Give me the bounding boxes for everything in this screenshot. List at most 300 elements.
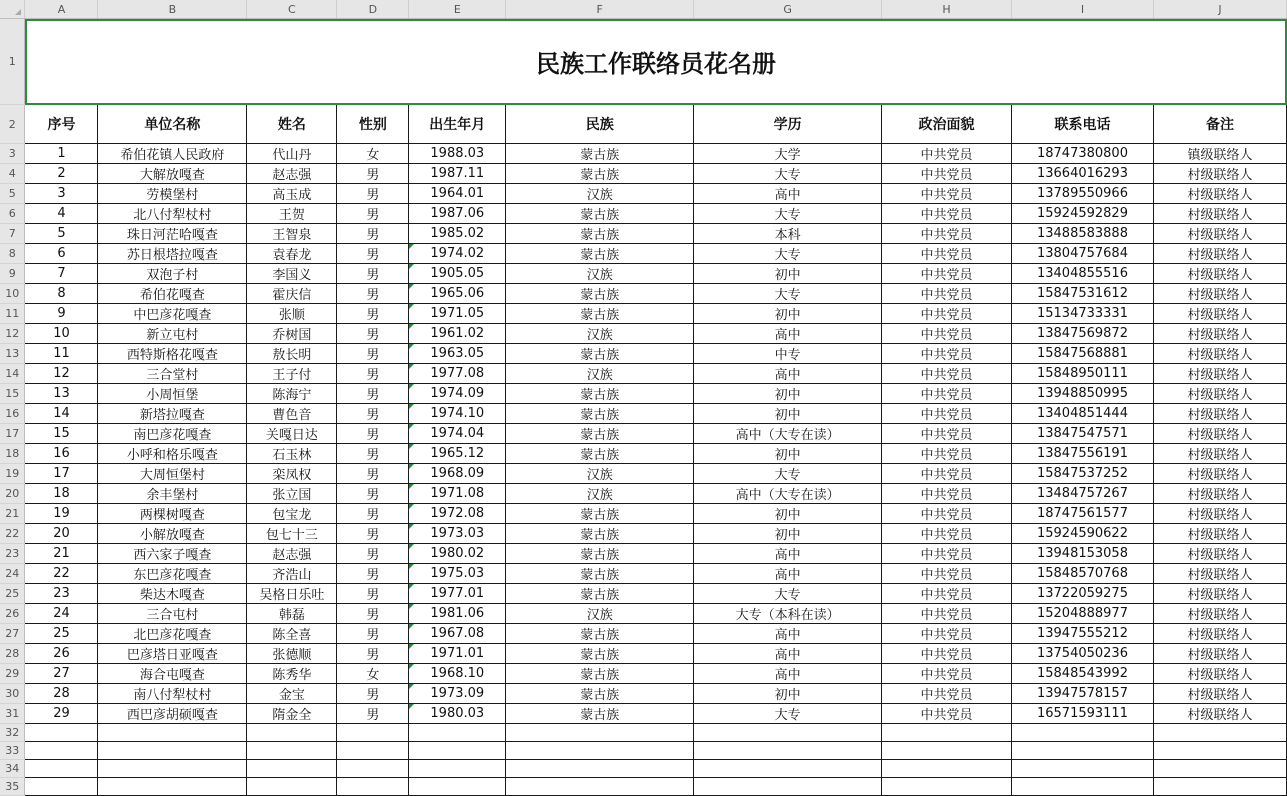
table-cell[interactable]: 7 xyxy=(25,264,98,284)
column-header-d[interactable]: D xyxy=(337,0,409,19)
empty-cell[interactable] xyxy=(1012,778,1154,796)
table-cell[interactable] xyxy=(409,224,506,244)
table-cell[interactable]: 陈全喜 xyxy=(247,624,337,644)
table-cell[interactable]: 村级联络人 xyxy=(1153,704,1286,724)
table-cell[interactable]: 高中 xyxy=(694,324,882,344)
table-cell[interactable]: 中共党员 xyxy=(882,204,1012,224)
empty-cell[interactable] xyxy=(1153,760,1286,778)
empty-cell[interactable] xyxy=(337,742,409,760)
table-cell[interactable]: 15847537252 xyxy=(1012,464,1154,484)
empty-cell[interactable] xyxy=(1012,724,1154,742)
table-cell[interactable]: 男 xyxy=(337,684,409,704)
table-cell[interactable]: 两棵树嘎查 xyxy=(98,504,247,524)
table-cell[interactable]: 汉族 xyxy=(506,364,694,384)
table-cell[interactable]: 男 xyxy=(337,344,409,364)
table-cell[interactable]: 陈海宁 xyxy=(247,384,337,404)
table-cell[interactable]: 村级联络人 xyxy=(1153,184,1286,204)
empty-cell[interactable] xyxy=(882,724,1012,742)
table-cell[interactable]: 蒙古族 xyxy=(506,504,694,524)
row-header[interactable]: 16 xyxy=(0,404,25,424)
table-cell[interactable]: 海合屯嘎查 xyxy=(98,664,247,684)
row-header[interactable]: 10 xyxy=(0,284,25,304)
table-cell[interactable]: 初中 xyxy=(694,684,882,704)
table-cell[interactable]: 18747380800 xyxy=(1012,144,1154,164)
table-cell[interactable]: 大专 xyxy=(694,244,882,264)
table-cell[interactable]: 初中 xyxy=(694,524,882,544)
table-cell[interactable] xyxy=(409,404,506,424)
table-cell[interactable]: 中共党员 xyxy=(882,164,1012,184)
table-cell[interactable] xyxy=(409,464,506,484)
table-cell[interactable]: 金宝 xyxy=(247,684,337,704)
table-cell[interactable]: 26 xyxy=(25,644,98,664)
empty-cell[interactable] xyxy=(1012,760,1154,778)
table-cell[interactable]: 蒙古族 xyxy=(506,284,694,304)
row-header[interactable]: 11 xyxy=(0,304,25,324)
table-cell[interactable]: 村级联络人 xyxy=(1153,684,1286,704)
table-cell[interactable] xyxy=(409,304,506,324)
table-cell[interactable]: 柴达木嘎查 xyxy=(98,584,247,604)
table-cell[interactable]: 15204888977 xyxy=(1012,604,1154,624)
table-cell[interactable]: 汉族 xyxy=(506,264,694,284)
table-cell[interactable]: 蒙古族 xyxy=(506,424,694,444)
table-cell[interactable]: 蒙古族 xyxy=(506,704,694,724)
table-cell[interactable]: 13754050236 xyxy=(1012,644,1154,664)
column-title[interactable]: 民族 xyxy=(506,105,694,144)
table-cell[interactable]: 男 xyxy=(337,284,409,304)
empty-cell[interactable] xyxy=(337,778,409,796)
table-cell[interactable]: 蒙古族 xyxy=(506,144,694,164)
table-cell[interactable]: 大专 xyxy=(694,284,882,304)
table-cell[interactable]: 村级联络人 xyxy=(1153,564,1286,584)
table-cell[interactable]: 珠日河茫哈嘎查 xyxy=(98,224,247,244)
table-cell[interactable]: 中共党员 xyxy=(882,524,1012,544)
table-cell[interactable]: 中共党员 xyxy=(882,244,1012,264)
table-cell[interactable]: 高中 xyxy=(694,564,882,584)
table-cell[interactable]: 23 xyxy=(25,584,98,604)
empty-cell[interactable] xyxy=(25,742,98,760)
column-title[interactable]: 备注 xyxy=(1153,105,1286,144)
table-cell[interactable]: 蒙古族 xyxy=(506,244,694,264)
table-cell[interactable]: 中共党员 xyxy=(882,184,1012,204)
table-cell[interactable]: 女 xyxy=(337,144,409,164)
empty-cell[interactable] xyxy=(506,742,694,760)
table-cell[interactable]: 村级联络人 xyxy=(1153,444,1286,464)
table-cell[interactable]: 16 xyxy=(25,444,98,464)
column-header-c[interactable]: C xyxy=(247,0,337,19)
table-cell[interactable]: 8 xyxy=(25,284,98,304)
table-cell[interactable]: 高中 xyxy=(694,364,882,384)
table-cell[interactable]: 13947555212 xyxy=(1012,624,1154,644)
empty-cell[interactable] xyxy=(1153,742,1286,760)
empty-cell[interactable] xyxy=(247,778,337,796)
row-header[interactable]: 6 xyxy=(0,204,25,224)
table-cell[interactable]: 28 xyxy=(25,684,98,704)
table-cell[interactable]: 希伯花嘎查 xyxy=(98,284,247,304)
table-cell[interactable]: 20 xyxy=(25,524,98,544)
empty-cell[interactable] xyxy=(98,760,247,778)
table-cell[interactable]: 东巴彦花嘎查 xyxy=(98,564,247,584)
table-cell[interactable]: 包七十三 xyxy=(247,524,337,544)
table-cell[interactable]: 初中 xyxy=(694,504,882,524)
table-cell[interactable]: 新塔拉嘎查 xyxy=(98,404,247,424)
empty-cell[interactable] xyxy=(409,742,506,760)
table-cell[interactable]: 男 xyxy=(337,324,409,344)
table-cell[interactable]: 13847547571 xyxy=(1012,424,1154,444)
row-header-1[interactable]: 1 xyxy=(0,19,25,105)
table-cell[interactable]: 18747561577 xyxy=(1012,504,1154,524)
table-cell[interactable]: 4 xyxy=(25,204,98,224)
table-cell[interactable]: 村级联络人 xyxy=(1153,224,1286,244)
empty-cell[interactable] xyxy=(694,778,882,796)
table-cell[interactable]: 男 xyxy=(337,644,409,664)
table-cell[interactable]: 韩磊 xyxy=(247,604,337,624)
column-title[interactable]: 联系电话 xyxy=(1012,105,1154,144)
table-cell[interactable]: 初中 xyxy=(694,304,882,324)
table-cell[interactable]: 男 xyxy=(337,544,409,564)
table-cell[interactable]: 男 xyxy=(337,564,409,584)
table-cell[interactable]: 村级联络人 xyxy=(1153,324,1286,344)
table-cell[interactable]: 男 xyxy=(337,164,409,184)
table-cell[interactable]: 村级联络人 xyxy=(1153,344,1286,364)
table-cell[interactable]: 蒙古族 xyxy=(506,344,694,364)
empty-cell[interactable] xyxy=(25,760,98,778)
table-cell[interactable]: 中共党员 xyxy=(882,284,1012,304)
table-cell[interactable]: 高中 xyxy=(694,544,882,564)
empty-cell[interactable] xyxy=(1012,742,1154,760)
table-cell[interactable]: 汉族 xyxy=(506,184,694,204)
table-cell[interactable]: 汉族 xyxy=(506,464,694,484)
empty-cell[interactable] xyxy=(98,778,247,796)
table-cell[interactable]: 男 xyxy=(337,384,409,404)
table-cell[interactable]: 村级联络人 xyxy=(1153,604,1286,624)
table-cell[interactable]: 赵志强 xyxy=(247,164,337,184)
table-cell[interactable]: 13722059275 xyxy=(1012,584,1154,604)
empty-cell[interactable] xyxy=(694,760,882,778)
row-header[interactable]: 30 xyxy=(0,684,25,704)
table-cell[interactable]: 13404851444 xyxy=(1012,404,1154,424)
table-cell[interactable]: 10 xyxy=(25,324,98,344)
table-cell[interactable]: 赵志强 xyxy=(247,544,337,564)
empty-cell[interactable] xyxy=(247,760,337,778)
table-cell[interactable]: 13 xyxy=(25,384,98,404)
row-header[interactable]: 15 xyxy=(0,384,25,404)
table-cell[interactable]: 西特斯格花嘎查 xyxy=(98,344,247,364)
empty-cell[interactable] xyxy=(1153,724,1286,742)
table-cell[interactable]: 6 xyxy=(25,244,98,264)
table-cell[interactable]: 村级联络人 xyxy=(1153,384,1286,404)
column-title[interactable]: 性别 xyxy=(337,105,409,144)
table-cell[interactable]: 21 xyxy=(25,544,98,564)
table-cell[interactable]: 村级联络人 xyxy=(1153,244,1286,264)
table-cell[interactable]: 中共党员 xyxy=(882,624,1012,644)
table-cell[interactable]: 张立国 xyxy=(247,484,337,504)
empty-cell[interactable] xyxy=(882,742,1012,760)
table-cell[interactable]: 12 xyxy=(25,364,98,384)
row-header[interactable]: 31 xyxy=(0,704,25,724)
table-cell[interactable] xyxy=(409,564,506,584)
row-header[interactable]: 5 xyxy=(0,184,25,204)
table-cell[interactable]: 男 xyxy=(337,524,409,544)
column-title[interactable]: 出生年月 xyxy=(409,105,506,144)
empty-cell[interactable] xyxy=(98,742,247,760)
column-header-g[interactable]: G xyxy=(694,0,882,19)
table-cell[interactable]: 中共党员 xyxy=(882,704,1012,724)
empty-cell[interactable] xyxy=(409,778,506,796)
table-cell[interactable]: 大学 xyxy=(694,144,882,164)
table-cell[interactable]: 13488583888 xyxy=(1012,224,1154,244)
table-cell[interactable] xyxy=(409,504,506,524)
table-cell[interactable] xyxy=(409,284,506,304)
table-cell[interactable]: 汉族 xyxy=(506,324,694,344)
table-cell[interactable]: 中共党员 xyxy=(882,604,1012,624)
table-cell[interactable] xyxy=(409,244,506,264)
empty-cell[interactable] xyxy=(337,724,409,742)
table-cell[interactable]: 中共党员 xyxy=(882,424,1012,444)
table-cell[interactable]: 女 xyxy=(337,664,409,684)
table-cell[interactable] xyxy=(409,484,506,504)
table-cell[interactable]: 三合堂村 xyxy=(98,364,247,384)
table-cell[interactable]: 代山丹 xyxy=(247,144,337,164)
table-cell[interactable]: 蒙古族 xyxy=(506,444,694,464)
table-cell[interactable]: 中共党员 xyxy=(882,544,1012,564)
table-cell[interactable]: 蒙古族 xyxy=(506,644,694,664)
table-cell[interactable]: 大周恒堡村 xyxy=(98,464,247,484)
table-cell[interactable]: 村级联络人 xyxy=(1153,504,1286,524)
table-cell[interactable]: 中共党员 xyxy=(882,364,1012,384)
row-header[interactable]: 4 xyxy=(0,164,25,184)
table-cell[interactable]: 男 xyxy=(337,464,409,484)
column-header-f[interactable]: F xyxy=(506,0,694,19)
table-cell[interactable]: 男 xyxy=(337,304,409,324)
table-cell[interactable]: 齐浩山 xyxy=(247,564,337,584)
table-cell[interactable]: 村级联络人 xyxy=(1153,284,1286,304)
column-title[interactable]: 姓名 xyxy=(247,105,337,144)
table-cell[interactable]: 汉族 xyxy=(506,484,694,504)
column-title[interactable]: 政治面貌 xyxy=(882,105,1012,144)
table-cell[interactable]: 9 xyxy=(25,304,98,324)
table-cell[interactable] xyxy=(409,604,506,624)
table-cell[interactable]: 13847569872 xyxy=(1012,324,1154,344)
column-title[interactable]: 学历 xyxy=(694,105,882,144)
row-header[interactable]: 27 xyxy=(0,624,25,644)
table-cell[interactable]: 村级联络人 xyxy=(1153,424,1286,444)
table-cell[interactable]: 中共党员 xyxy=(882,684,1012,704)
table-cell[interactable]: 蒙古族 xyxy=(506,224,694,244)
table-cell[interactable] xyxy=(409,324,506,344)
row-header[interactable]: 20 xyxy=(0,484,25,504)
table-cell[interactable]: 高玉成 xyxy=(247,184,337,204)
table-cell[interactable]: 大专 xyxy=(694,164,882,184)
row-header[interactable]: 17 xyxy=(0,424,25,444)
table-cell[interactable]: 中共党员 xyxy=(882,344,1012,364)
table-cell[interactable]: 15848570768 xyxy=(1012,564,1154,584)
table-cell[interactable] xyxy=(409,264,506,284)
table-cell[interactable]: 13948850995 xyxy=(1012,384,1154,404)
table-cell[interactable]: 蒙古族 xyxy=(506,664,694,684)
sheet-title[interactable]: 民族工作联络员花名册 xyxy=(25,19,1287,105)
table-cell[interactable] xyxy=(409,364,506,384)
select-all-corner[interactable] xyxy=(0,0,25,19)
table-cell[interactable] xyxy=(409,644,506,664)
table-cell[interactable]: 初中 xyxy=(694,384,882,404)
table-cell[interactable]: 24 xyxy=(25,604,98,624)
table-cell[interactable]: 村级联络人 xyxy=(1153,644,1286,664)
table-cell[interactable]: 11 xyxy=(25,344,98,364)
empty-cell[interactable] xyxy=(694,724,882,742)
table-cell[interactable]: 1 xyxy=(25,144,98,164)
table-cell[interactable]: 蒙古族 xyxy=(506,624,694,644)
table-cell[interactable]: 石玉林 xyxy=(247,444,337,464)
table-cell[interactable]: 蒙古族 xyxy=(506,584,694,604)
table-cell[interactable]: 高中 xyxy=(694,644,882,664)
empty-cell[interactable] xyxy=(506,778,694,796)
table-cell[interactable]: 中共党员 xyxy=(882,224,1012,244)
table-cell[interactable]: 15848543992 xyxy=(1012,664,1154,684)
table-cell[interactable]: 19 xyxy=(25,504,98,524)
row-header[interactable]: 19 xyxy=(0,464,25,484)
table-cell[interactable]: 新立屯村 xyxy=(98,324,247,344)
empty-cell[interactable] xyxy=(506,760,694,778)
table-cell[interactable]: 中共党员 xyxy=(882,584,1012,604)
table-cell[interactable]: 镇级联络人 xyxy=(1153,144,1286,164)
table-cell[interactable]: 村级联络人 xyxy=(1153,204,1286,224)
table-cell[interactable]: 13804757684 xyxy=(1012,244,1154,264)
table-cell[interactable] xyxy=(409,424,506,444)
row-header[interactable]: 26 xyxy=(0,604,25,624)
table-cell[interactable]: 3 xyxy=(25,184,98,204)
table-cell[interactable]: 中共党员 xyxy=(882,504,1012,524)
column-header-j[interactable]: J xyxy=(1153,0,1286,19)
table-cell[interactable]: 男 xyxy=(337,184,409,204)
table-cell[interactable]: 汉族 xyxy=(506,604,694,624)
table-cell[interactable] xyxy=(409,144,506,164)
table-cell[interactable]: 村级联络人 xyxy=(1153,404,1286,424)
table-cell[interactable]: 曹色音 xyxy=(247,404,337,424)
table-cell[interactable]: 包宝龙 xyxy=(247,504,337,524)
table-cell[interactable]: 村级联络人 xyxy=(1153,304,1286,324)
table-cell[interactable]: 村级联络人 xyxy=(1153,544,1286,564)
table-cell[interactable]: 男 xyxy=(337,704,409,724)
table-cell[interactable]: 中共党员 xyxy=(882,404,1012,424)
row-header[interactable]: 24 xyxy=(0,564,25,584)
column-header-h[interactable]: H xyxy=(882,0,1012,19)
table-cell[interactable]: 村级联络人 xyxy=(1153,664,1286,684)
table-cell[interactable]: 三合屯村 xyxy=(98,604,247,624)
table-cell[interactable] xyxy=(409,204,506,224)
table-cell[interactable]: 南巴彦花嘎查 xyxy=(98,424,247,444)
table-cell[interactable]: 蒙古族 xyxy=(506,524,694,544)
table-cell[interactable]: 男 xyxy=(337,444,409,464)
row-header[interactable]: 23 xyxy=(0,544,25,564)
table-cell[interactable]: 大专 xyxy=(694,204,882,224)
table-cell[interactable]: 张德顺 xyxy=(247,644,337,664)
table-cell[interactable]: 男 xyxy=(337,264,409,284)
table-cell[interactable]: 中巴彦花嘎查 xyxy=(98,304,247,324)
table-cell[interactable]: 劳模堡村 xyxy=(98,184,247,204)
table-cell[interactable]: 13947578157 xyxy=(1012,684,1154,704)
table-cell[interactable]: 中共党员 xyxy=(882,464,1012,484)
table-cell[interactable]: 小解放嘎查 xyxy=(98,524,247,544)
table-cell[interactable]: 余丰堡村 xyxy=(98,484,247,504)
table-cell[interactable]: 陈秀华 xyxy=(247,664,337,684)
table-cell[interactable]: 初中 xyxy=(694,404,882,424)
table-cell[interactable]: 村级联络人 xyxy=(1153,164,1286,184)
table-cell[interactable] xyxy=(409,444,506,464)
table-cell[interactable]: 王子付 xyxy=(247,364,337,384)
table-cell[interactable] xyxy=(409,384,506,404)
table-cell[interactable]: 村级联络人 xyxy=(1153,364,1286,384)
table-cell[interactable]: 西六家子嘎查 xyxy=(98,544,247,564)
table-cell[interactable]: 村级联络人 xyxy=(1153,264,1286,284)
row-header[interactable]: 33 xyxy=(0,742,25,760)
table-cell[interactable]: 13404855516 xyxy=(1012,264,1154,284)
table-cell[interactable]: 村级联络人 xyxy=(1153,624,1286,644)
table-cell[interactable]: 25 xyxy=(25,624,98,644)
table-cell[interactable]: 村级联络人 xyxy=(1153,484,1286,504)
row-header[interactable]: 28 xyxy=(0,644,25,664)
table-cell[interactable]: 男 xyxy=(337,484,409,504)
empty-cell[interactable] xyxy=(409,724,506,742)
row-header[interactable]: 34 xyxy=(0,760,25,778)
table-cell[interactable]: 北八付犁杖村 xyxy=(98,204,247,224)
table-cell[interactable]: 大专 xyxy=(694,464,882,484)
row-header[interactable]: 29 xyxy=(0,664,25,684)
table-cell[interactable]: 中共党员 xyxy=(882,644,1012,664)
table-cell[interactable]: 16571593111 xyxy=(1012,704,1154,724)
table-cell[interactable]: 中共党员 xyxy=(882,324,1012,344)
table-cell[interactable]: 王智泉 xyxy=(247,224,337,244)
table-cell[interactable]: 男 xyxy=(337,244,409,264)
row-header[interactable]: 3 xyxy=(0,144,25,164)
column-header-b[interactable]: B xyxy=(98,0,247,19)
empty-cell[interactable] xyxy=(337,760,409,778)
row-header[interactable]: 14 xyxy=(0,364,25,384)
table-cell[interactable] xyxy=(409,684,506,704)
table-cell[interactable]: 张顺 xyxy=(247,304,337,324)
table-cell[interactable] xyxy=(409,584,506,604)
table-cell[interactable]: 王贺 xyxy=(247,204,337,224)
row-header[interactable]: 8 xyxy=(0,244,25,264)
empty-cell[interactable] xyxy=(1153,778,1286,796)
table-cell[interactable]: 中共党员 xyxy=(882,304,1012,324)
table-cell[interactable]: 中共党员 xyxy=(882,144,1012,164)
table-cell[interactable]: 大专（本科在读） xyxy=(694,604,882,624)
table-cell[interactable]: 中共党员 xyxy=(882,564,1012,584)
empty-cell[interactable] xyxy=(247,724,337,742)
table-cell[interactable]: 苏日根塔拉嘎查 xyxy=(98,244,247,264)
table-cell[interactable]: 15848950111 xyxy=(1012,364,1154,384)
table-cell[interactable]: 隋金全 xyxy=(247,704,337,724)
table-cell[interactable] xyxy=(409,164,506,184)
empty-cell[interactable] xyxy=(98,724,247,742)
table-cell[interactable]: 蒙古族 xyxy=(506,564,694,584)
table-cell[interactable]: 高中（大专在读） xyxy=(694,424,882,444)
empty-cell[interactable] xyxy=(506,724,694,742)
table-cell[interactable]: 5 xyxy=(25,224,98,244)
table-cell[interactable]: 蒙古族 xyxy=(506,204,694,224)
table-cell[interactable]: 小呼和格乐嘎查 xyxy=(98,444,247,464)
table-cell[interactable]: 男 xyxy=(337,604,409,624)
table-cell[interactable]: 霍庆信 xyxy=(247,284,337,304)
row-header-2[interactable]: 2 xyxy=(0,105,25,144)
table-cell[interactable]: 27 xyxy=(25,664,98,684)
row-header[interactable]: 35 xyxy=(0,778,25,796)
table-cell[interactable]: 13664016293 xyxy=(1012,164,1154,184)
table-cell[interactable]: 男 xyxy=(337,424,409,444)
table-cell[interactable] xyxy=(409,524,506,544)
row-header[interactable]: 13 xyxy=(0,344,25,364)
table-cell[interactable]: 吴格日乐吐 xyxy=(247,584,337,604)
